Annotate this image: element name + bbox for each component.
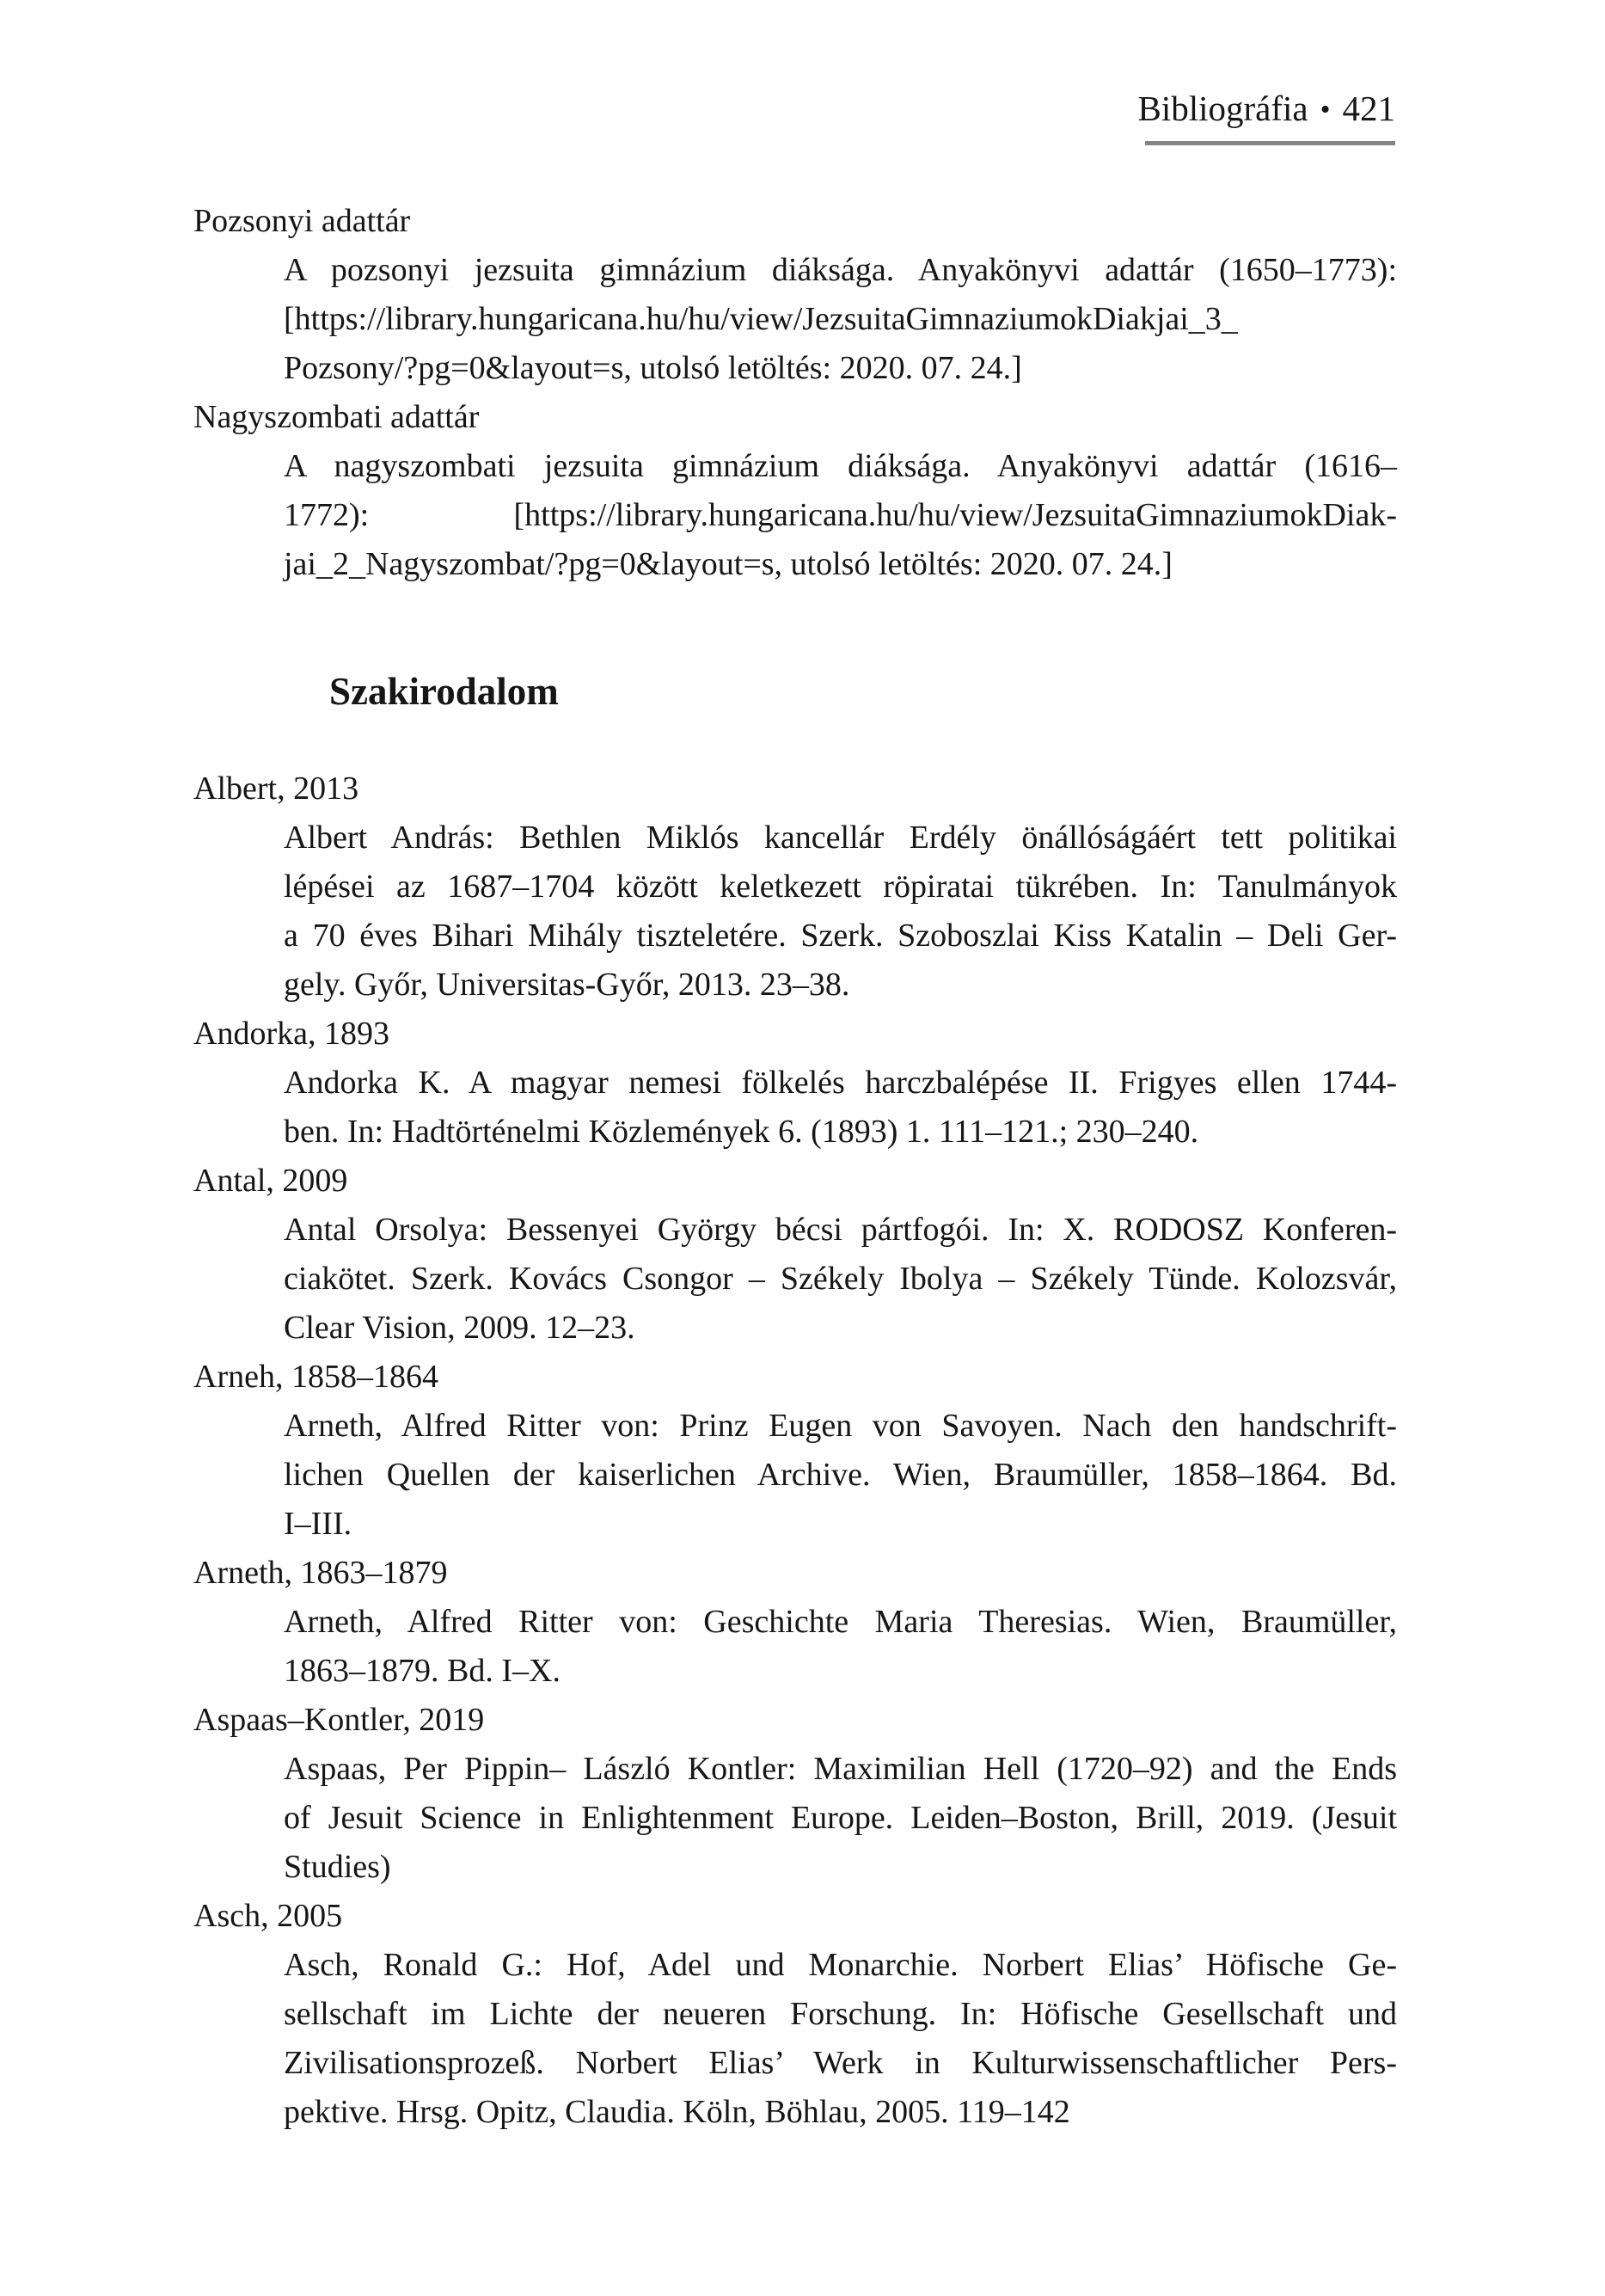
entry-label: Andorka, 1893: [193, 1016, 389, 1052]
bibliography-entry: [193, 1549, 1397, 1696]
entry-line: Zivilisationsprozeß. Norbert Elias’ Werk in Kulturwissenschaftlicher Pers-: [284, 2045, 1397, 2081]
entry-body: [284, 246, 1397, 393]
bibliography-entry: [193, 764, 1397, 1010]
entry-line: jai_2_Nagyszombat/?pg=0&layout=s, utolsó letöltés: 2020. 07. 24.]: [284, 546, 1173, 582]
entry-body: [284, 1206, 1397, 1353]
source-entry: [193, 393, 1397, 589]
entry-line: 1863–1879. Bd. I–X.: [284, 1653, 561, 1689]
entry-line: Asch, Ronald G.: Hof, Adel und Monarchie. Norbert Elias’ Höfische Ge-: [284, 1947, 1397, 1983]
header-rule: [1145, 141, 1395, 145]
entry-line: A pozsonyi jezsuita gimnázium diáksága. Anyakönyvi adattár (1650–1773):: [284, 252, 1397, 288]
source-entry: [193, 197, 1397, 393]
entry-line: ciakötet. Szerk. Kovács Csongor – Székely Ibolya – Székely Tünde. Kolozsvár,: [284, 1261, 1397, 1297]
entry-line: pektive. Hrsg. Opitz, Claudia. Köln, Böhlau, 2005. 119–142: [284, 2094, 1070, 2130]
entry-body: [284, 442, 1397, 589]
entry-label: Pozsonyi adattár: [193, 203, 411, 239]
entry-line: 1772): [https://library.hungaricana.hu/hu/view/JezsuitaGimnaziumokDiak-: [284, 497, 1397, 533]
entry-label: Antal, 2009: [193, 1163, 348, 1199]
entry-line: A nagyszombati jezsuita gimnázium diáksága. Anyakönyvi adattár (1616–: [284, 448, 1397, 484]
bibliography-entry: [193, 1353, 1397, 1549]
entry-line: Albert András: Bethlen Miklós kancellár Erdély önállóságáért tett politikai: [284, 820, 1397, 856]
entry-body: [284, 1598, 1397, 1696]
entry-line: lépései az 1687–1704 között keletkezett röpiratai tükrében. In: Tanulmányok: [284, 869, 1397, 905]
entry-body: [284, 1745, 1397, 1892]
entry-line: sellschaft im Lichte der neueren Forschung. In: Höfische Gesellschaft und: [284, 1996, 1397, 2032]
section-heading: Szakirodalom: [329, 670, 559, 713]
page-number: 421: [1342, 89, 1395, 128]
page-content: [193, 197, 1397, 2137]
bibliography-entry: [193, 1696, 1397, 1892]
entry-body: [284, 1059, 1397, 1157]
entry-line: Pozsony/?pg=0&layout=s, utolsó letöltés: 2020. 07. 24.]: [284, 350, 1022, 386]
entry-label: Asch, 2005: [193, 1898, 343, 1934]
entry-body: [284, 1941, 1397, 2137]
entry-label: Arneh, 1858–1864: [193, 1359, 438, 1395]
bibliography-entry: [193, 1157, 1397, 1353]
entry-label: Aspaas–Kontler, 2019: [193, 1702, 485, 1738]
entry-line: Clear Vision, 2009. 12–23.: [284, 1310, 635, 1346]
entry-label: Albert, 2013: [193, 770, 359, 807]
entry-line: Arneth, Alfred Ritter von: Prinz Eugen von Savoyen. Nach den handschrift-: [284, 1408, 1397, 1444]
entry-body: [284, 813, 1397, 1010]
entry-line: Antal Orsolya: Bessenyei György bécsi pártfogói. In: X. RODOSZ Konferen-: [284, 1212, 1397, 1248]
entry-line: of Jesuit Science in Enlightenment Europe. Leiden–Boston, Brill, 2019. (Jesuit: [284, 1800, 1397, 1836]
entry-line: a 70 éves Bihari Mihály tiszteletére. Szerk. Szoboszlai Kiss Katalin – Deli Ger-: [284, 918, 1397, 954]
entry-line: Aspaas, Per Pippin– László Kontler: Maximilian Hell (1720–92) and the Ends: [284, 1751, 1397, 1787]
entry-label: Arneth, 1863–1879: [193, 1555, 448, 1591]
page-header: [193, 87, 1395, 132]
bullet-separator: •: [1320, 94, 1331, 126]
entry-body: [284, 1402, 1397, 1549]
running-header-title: Bibliográfia: [1137, 89, 1308, 128]
entry-line: I–III.: [284, 1506, 352, 1542]
entry-line: Andorka K. A magyar nemesi fölkelés harczbalépése II. Frigyes ellen 1744-: [284, 1065, 1397, 1101]
entry-line: Studies): [284, 1849, 391, 1885]
entry-line: lichen Quellen der kaiserlichen Archive. Wien, Braumüller, 1858–1864. Bd.: [284, 1457, 1397, 1493]
bibliography-entry: [193, 1892, 1397, 2137]
entry-label: Nagyszombati adattár: [193, 399, 480, 435]
bibliography-entry: [193, 1010, 1397, 1157]
entry-line: Arneth, Alfred Ritter von: Geschichte Maria Theresias. Wien, Braumüller,: [284, 1604, 1397, 1640]
entry-line: ben. In: Hadtörténelmi Közlemények 6. (1893) 1. 111–121.; 230–240.: [284, 1114, 1199, 1150]
entry-line: [https://library.hungaricana.hu/hu/view/JezsuitaGimnaziumokDiakjai_3_: [284, 301, 1238, 337]
entry-line: gely. Győr, Universitas-Győr, 2013. 23–38.: [284, 967, 850, 1003]
